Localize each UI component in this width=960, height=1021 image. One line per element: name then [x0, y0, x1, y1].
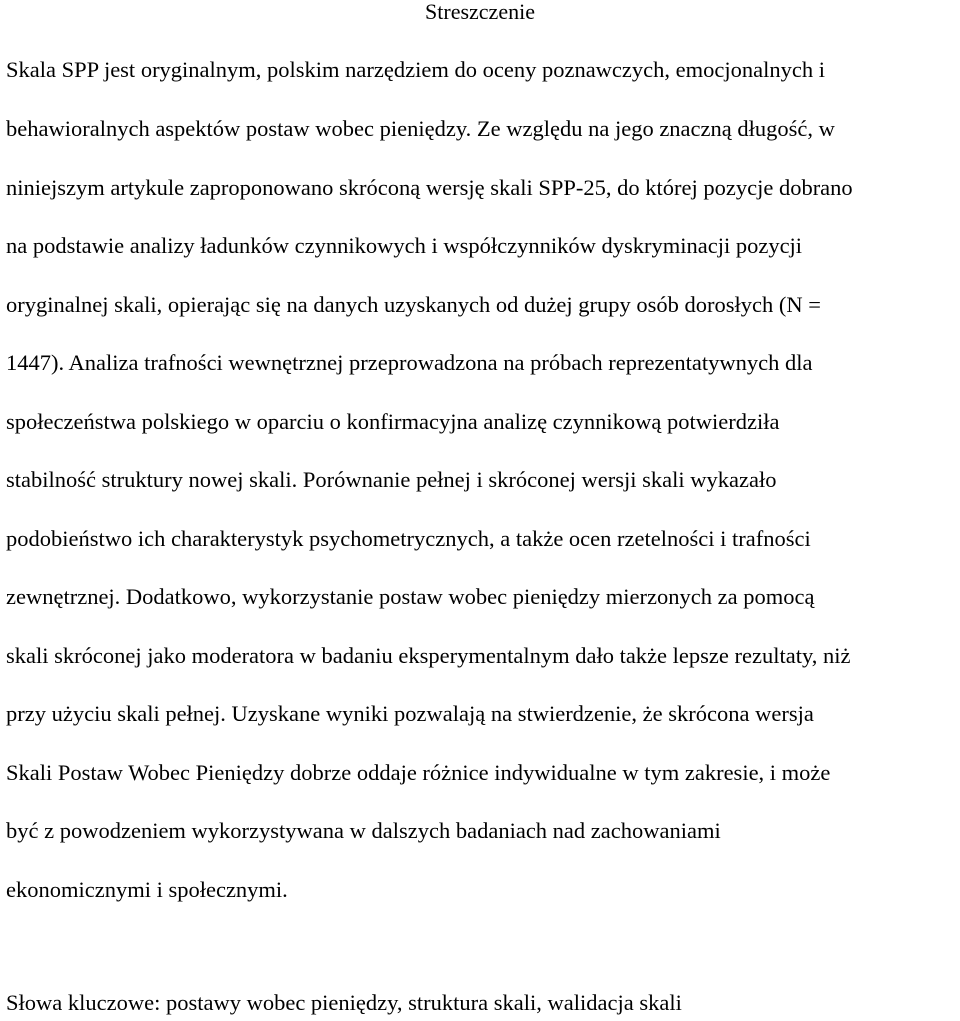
abstract-line-2: behawioralnych aspektów postaw wobec pieniędzy. Ze względu na jego znaczną długość, w [6, 116, 835, 141]
abstract-line-10: zewnętrznej. Dodatkowo, wykorzystanie postaw wobec pieniędzy mierzonych za pomocą [6, 584, 815, 609]
abstract-line-3: niniejszym artykule zaproponowano skróconą wersję skali SPP-25, do której pozycje dobrano [6, 175, 853, 200]
abstract-line-14: być z powodzeniem wykorzystywana w dalszych badaniach nad zachowaniami [6, 818, 721, 843]
abstract-line-15: ekonomicznymi i społecznymi. [6, 877, 288, 902]
abstract-line-9: podobieństwo ich charakterystyk psychometrycznych, a także ocen rzetelności i trafności [6, 526, 811, 551]
abstract-line-5: oryginalnej skali, opierając się na danych uzyskanych od dużej grupy osób dorosłych (N = [6, 292, 821, 317]
abstract-line-4: na podstawie analizy ładunków czynnikowych i współczynników dyskryminacji pozycji [6, 233, 803, 258]
keywords-line: Słowa kluczowe: postawy wobec pieniędzy, struktura skali, walidacja skali [6, 990, 682, 1015]
abstract-line-1: Skala SPP jest oryginalnym, polskim narzędziem do oceny poznawczych, emocjonalnych i [6, 57, 825, 82]
abstract-line-6: 1447). Analiza trafności wewnętrznej przeprowadzona na próbach reprezentatywnych dla [6, 350, 813, 375]
abstract-line-8: stabilność struktury nowej skali. Porównanie pełnej i skróconej wersji skali wykazało [6, 467, 777, 492]
abstract-line-7: społeczeństwa polskiego w oparciu o konfirmacyjna analizę czynnikową potwierdziła [6, 409, 780, 434]
abstract-line-11: skali skróconej jako moderatora w badaniu eksperymentalnym dało także lepsze rezultaty, niż [6, 643, 851, 668]
page-title: Streszczenie [425, 0, 535, 24]
abstract-line-13: Skali Postaw Wobec Pieniędzy dobrze oddaje różnice indywidualne w tym zakresie, i może [6, 760, 831, 785]
abstract-line-12: przy użyciu skali pełnej. Uzyskane wyniki pozwalają na stwierdzenie, że skrócona wersja [6, 701, 814, 726]
